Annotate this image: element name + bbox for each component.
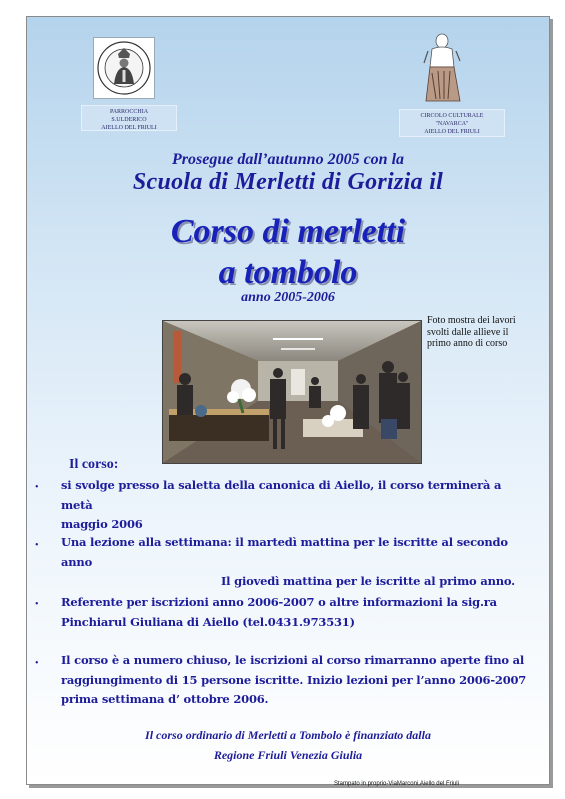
- main-subtitle: anno 2005-2006: [241, 290, 335, 305]
- bullet-dot: •: [35, 599, 39, 610]
- poster-frame: [26, 16, 550, 785]
- statue-icon: [420, 33, 468, 103]
- course-item-line: raggiungimento di 15 persone iscritte. Inizio lezioni per l’anno 2006-2007: [61, 672, 527, 687]
- bullet-dot: •: [35, 482, 39, 493]
- circle-caption-line: "NAVARCA": [435, 121, 469, 127]
- main-title-line1: Corso di merletti: [170, 213, 406, 250]
- course-item-line: Il giovedì mattina per le iscritte al primo anno.: [221, 574, 515, 588]
- bullet-dot: •: [35, 658, 39, 669]
- circle-caption: [399, 109, 505, 137]
- funding-line2: Regione Friuli Venezia Giulia: [213, 748, 363, 762]
- course-item-line: maggio 2006: [61, 517, 143, 531]
- headline-line1: Prosegue dall’autunno 2005 con la: [171, 151, 405, 168]
- headline-line2: Scuola di Merletti di Gorizia il: [132, 169, 444, 195]
- course-item-line: Pinchiarul Giuliana di Aiello (tel.0431.973531): [61, 614, 355, 629]
- photo-caption: Foto mostra dei lavori svolti dalle allieve il primo anno di corso: [427, 315, 516, 349]
- course-item-line: Una lezione alla settimana: il martedì mattina per le iscritte al secondo anno: [61, 535, 508, 569]
- parish-caption: [81, 105, 177, 131]
- course-item-line: Il corso è a numero chiuso, le iscrizioni al corso rimarranno aperte fino al: [61, 653, 525, 667]
- exhibition-photo: [162, 320, 422, 464]
- circle-caption-line: CIRCOLO CULTURALE: [420, 113, 484, 119]
- course-item-line: si svolge presso la saletta della canonica di Aiello, il corso terminerà a metà: [61, 478, 502, 512]
- parish-seal-icon: [96, 40, 152, 96]
- parish-seal-logo: [93, 37, 155, 99]
- funding-line1: Il corso ordinario di Merletti a Tombolo è finanziato dalla: [145, 728, 431, 742]
- course-item: [61, 476, 531, 535]
- circle-caption-line: AIELLO DEL FRIULI: [424, 129, 480, 135]
- course-item: [61, 651, 531, 710]
- print-note: Stampato in proprio-ViaMarconi,Aiello del Friuli: [334, 781, 459, 787]
- parish-caption-line: PARROCCHIA: [109, 109, 149, 115]
- course-item: [61, 533, 531, 592]
- bullet-dot: •: [35, 540, 39, 551]
- course-item: [61, 593, 531, 632]
- parish-caption-line: AIELLO DEL FRIULI: [101, 125, 157, 131]
- course-item-line: prima settimana d’ ottobre 2006.: [61, 692, 269, 706]
- parish-caption-line: S.ULDERICO: [111, 117, 147, 123]
- statue-logo: [419, 33, 469, 103]
- exhibition-photo-image: [163, 321, 421, 463]
- course-heading: Il corso:: [69, 457, 119, 472]
- course-item-line: Referente per iscrizioni anno 2006-2007 o altre informazioni la sig.ra: [61, 595, 497, 609]
- main-title-line2: a tombolo: [218, 254, 358, 291]
